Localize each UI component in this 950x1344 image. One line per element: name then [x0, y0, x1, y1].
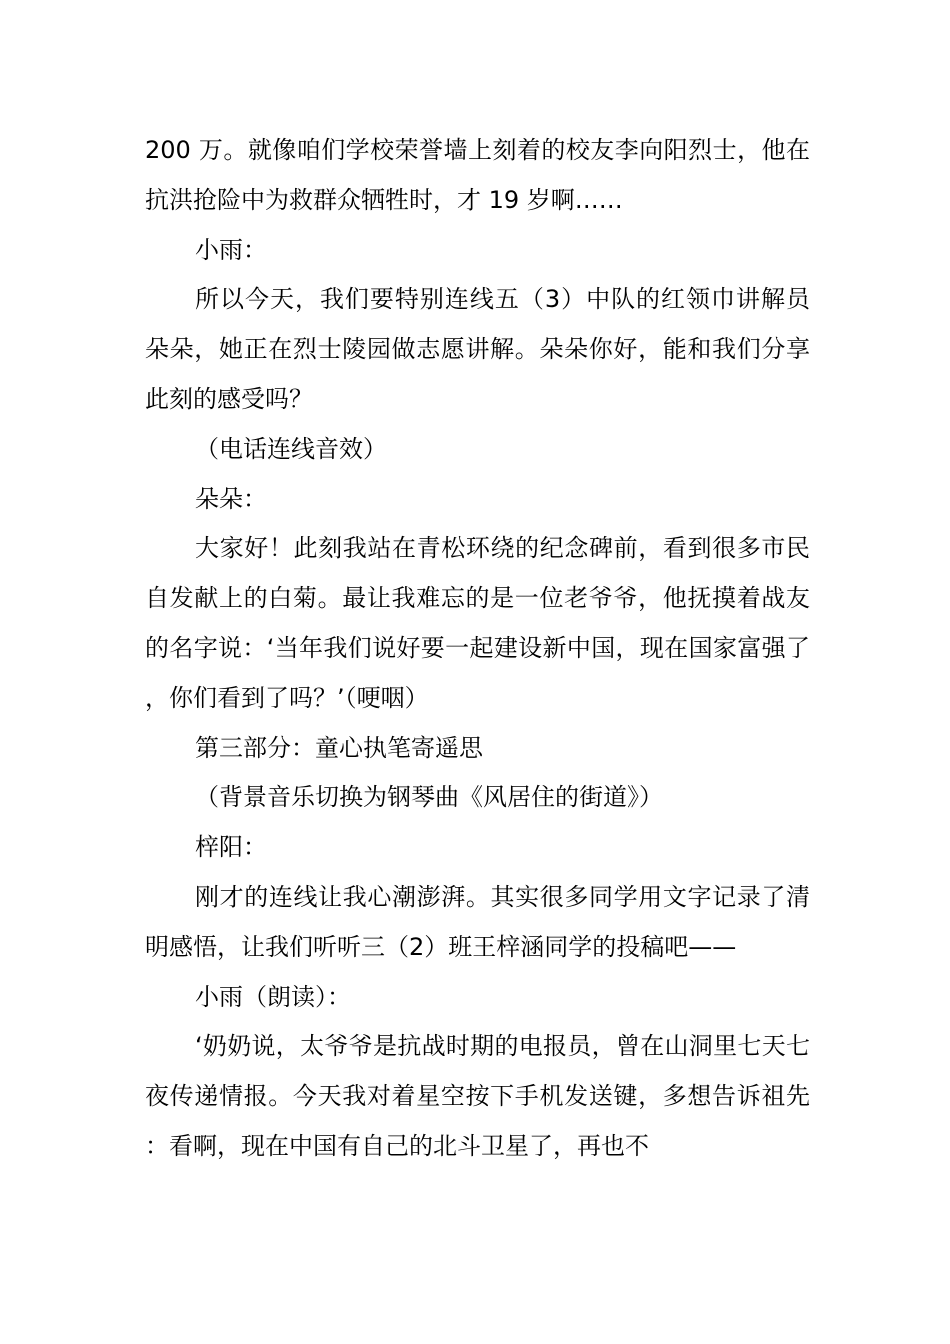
paragraph-ziyang-speech: 刚才的连线让我心潮澎湃。其实很多同学用文字记录了清明感悟，让我们听听三（2）班王梓涵同学的投稿吧——: [145, 882, 810, 961]
paragraph-reading: ‘奶奶说，太爷爷是抗战时期的电报员，曾在山洞里七天七夜传递情报。今天我对着星空按下手机发送键，多想告诉祖先：看啊，现在中国有自己的北斗卫星了，再也不: [145, 1032, 810, 1160]
speaker-xiaoyu: 小雨：: [195, 235, 267, 264]
section-heading-part-three: 第三部分：童心执笔寄遥思: [195, 733, 483, 762]
paragraph-xiaoyu-intro: 所以今天，我们要特别连线五（3）中队的红领巾讲解员朵朵，她正在烈士陵园做志愿讲解。朵朵你好，能和我们分享此刻的感受吗？: [145, 285, 810, 413]
paragraph-duoduo-speech: 大家好！此刻我站在青松环绕的纪念碑前，看到很多市民自发献上的白菊。最让我难忘的是一位老爷爷，他抚摸着战友的名字说：‘当年我们说好要一起建设新中国，现在国家富强了，你们看到了吗？’（哽咽）: [145, 534, 810, 712]
speaker-xiaoyu-reading: 小雨（朗读）：: [195, 982, 351, 1011]
stage-direction-music: （背景音乐切换为钢琴曲《风居住的街道》）: [195, 783, 663, 812]
paragraph-continuation: 200 万。就像咱们学校荣誉墙上刻着的校友李向阳烈士，他在抗洪抢险中为救群众牺牲时，才 19 岁啊……: [145, 136, 810, 214]
stage-direction-phone: （电话连线音效）: [195, 434, 387, 463]
speaker-ziyang: 梓阳：: [195, 833, 267, 862]
speaker-duoduo: 朵朵：: [195, 484, 267, 513]
document-body: [145, 126, 810, 1172]
